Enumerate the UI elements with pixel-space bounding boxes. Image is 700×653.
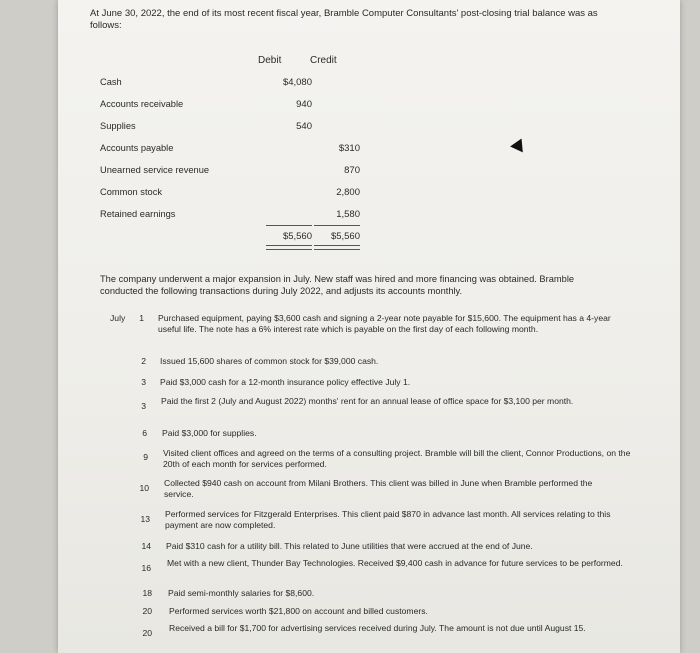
account-name: Unearned service revenue	[100, 165, 210, 175]
transaction-item	[128, 428, 628, 442]
transaction-item	[110, 313, 630, 353]
intro-paragraph: At June 30, 2022, the end of its most recent fiscal year, Bramble Computer Consultants' post-closing trial balance was as follows:	[90, 8, 598, 31]
transaction-text: Met with a new client, Thunder Bay Technologies. Received $9,400 cash in advance for future services to be performed.	[167, 558, 623, 568]
transaction-item	[128, 623, 640, 649]
transaction-day: 3	[141, 377, 146, 387]
transaction-day: 20	[142, 606, 152, 616]
account-name: Supplies	[100, 121, 136, 131]
debit-amount: 940	[296, 99, 312, 110]
account-name: Cash	[100, 77, 122, 87]
transaction-text: Issued 15,600 shares of common stock for $39,000 cash.	[160, 356, 379, 366]
transaction-item	[128, 588, 640, 602]
totals-row	[100, 231, 360, 245]
transaction-day: 16	[141, 563, 151, 573]
transaction-day: 10	[139, 483, 149, 493]
transaction-item	[128, 356, 628, 370]
month-label: July	[110, 313, 126, 323]
transaction-text: Paid $3,000 for supplies.	[162, 428, 257, 438]
transaction-text: Paid $3,000 cash for a 12-month insurance policy effective July 1.	[160, 377, 411, 387]
transaction-day: 13	[140, 514, 150, 524]
transaction-text: Performed services for Fitzgerald Enterprises. This client paid $870 in advance last month. All services relating to this payment are now completed.	[165, 509, 611, 530]
transaction-text: Visited client offices and agreed on the terms of a consulting project. Bramble will bill the client, Connor Productions, on the 20th of each month for services performed.	[163, 448, 631, 469]
transaction-item	[128, 478, 640, 504]
transaction-day: 3	[141, 401, 146, 411]
transaction-item	[128, 606, 640, 620]
transaction-item	[128, 448, 640, 474]
transaction-text: Paid $310 cash for a utility bill. This related to June utilities that were accrued at the end of June.	[166, 541, 533, 551]
debit-subtotal-rule	[266, 225, 312, 226]
table-row	[100, 165, 360, 179]
total-debit: $5,560	[282, 231, 312, 242]
transaction-day: 18	[142, 588, 152, 598]
transaction-item	[128, 509, 640, 535]
transaction-day: 20	[142, 628, 152, 638]
transaction-text: Purchased equipment, paying $3,600 cash and signing a 2-year note payable for $15,600. The equipment has a 4-year useful life. The note has a 6% interest rate which is payable on the first day of each following month.	[158, 313, 611, 334]
document-page	[58, 0, 680, 653]
credit-amount: 1,580	[336, 209, 360, 220]
transaction-item	[128, 377, 628, 391]
table-row	[100, 143, 360, 157]
transaction-text: Received a bill for $1,700 for advertising services received during July. The amount is not due until August 15.	[169, 623, 586, 633]
account-name: Accounts payable	[100, 143, 174, 153]
table-row	[100, 99, 360, 113]
transaction-item	[128, 541, 640, 555]
transaction-day: 2	[141, 356, 146, 366]
table-row	[100, 77, 360, 91]
transaction-item	[128, 558, 640, 584]
expansion-paragraph: The company underwent a major expansion in July. New staff was hired and more financing was obtained. Bramble conducted the following transactions during July 2022, and adjusts its accounts monthly.	[100, 274, 575, 296]
total-credit: $5,560	[330, 231, 360, 242]
credit-total-double-rule	[314, 245, 360, 250]
transaction-text: Performed services worth $21,800 on account and billed customers.	[169, 606, 428, 616]
transaction-day: 6	[142, 428, 147, 438]
debit-amount: $4,080	[282, 77, 312, 88]
transaction-item	[128, 396, 633, 422]
debit-total-double-rule	[266, 245, 312, 250]
credit-amount: $310	[338, 143, 360, 154]
credit-subtotal-rule	[314, 225, 360, 226]
debit-header: Debit	[258, 55, 282, 66]
table-row	[100, 187, 360, 201]
transaction-text: Paid the first 2 (July and August 2022) months' rent for an annual lease of office space for $3,100 per month.	[161, 396, 574, 406]
transaction-day: 1	[139, 313, 144, 323]
transaction-day: 9	[143, 452, 148, 462]
transaction-day: 14	[141, 541, 151, 551]
transaction-text: Collected $940 cash on account from Milani Brothers. This client was billed in June when Bramble performed the service.	[164, 478, 593, 499]
table-row	[100, 209, 360, 223]
transaction-text: Paid semi-monthly salaries for $8,600.	[168, 588, 315, 598]
mouse-pointer-icon	[510, 136, 528, 153]
account-name: Accounts receivable	[100, 99, 184, 109]
debit-amount: 540	[296, 121, 312, 132]
account-name: Retained earnings	[100, 209, 176, 219]
credit-amount: 2,800	[336, 187, 360, 198]
table-row	[100, 121, 360, 135]
account-name: Common stock	[100, 187, 162, 197]
credit-amount: 870	[344, 165, 360, 176]
credit-header: Credit	[310, 55, 337, 66]
